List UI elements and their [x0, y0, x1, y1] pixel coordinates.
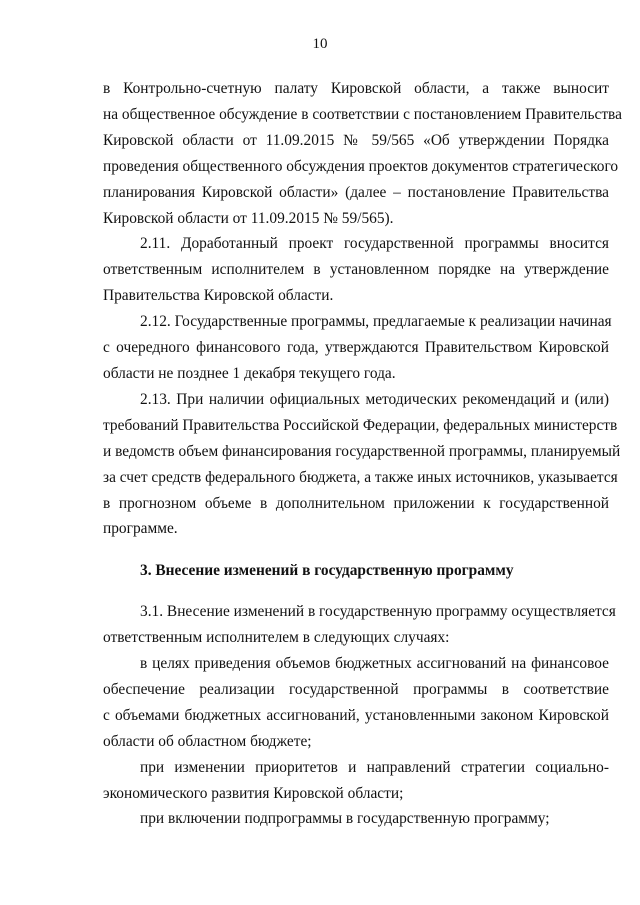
paragraph: [103, 599, 616, 651]
document-body: [103, 76, 622, 832]
text-line: при включении подпрограммы в государственную программу;: [140, 810, 550, 828]
text-line: и ведомств объем финансирования государственной программы, планируемый: [103, 442, 621, 460]
text-line: требований Правительства Российской Федерации, федеральных министерств: [103, 416, 618, 434]
text-line: в Контрольно-счетную палату Кировской области, а также выносит: [103, 80, 609, 97]
paragraph: [103, 76, 622, 231]
paragraph: [103, 387, 621, 542]
text-line: планирования Кировской области» (далее – постановление Правительства: [103, 183, 609, 201]
paragraph: [103, 755, 609, 807]
text-line: 2.12. Государственные программы, предлагаемые к реализации начиная: [140, 313, 612, 331]
text-line: 3.1. Внесение изменений в государственную программу осуществляется: [140, 603, 616, 621]
text-line: 2.11. Доработанный проект государственной программы вносится: [140, 235, 609, 253]
text-line: в прогнозном объеме в дополнительном приложении к государственной: [103, 494, 609, 512]
text-line: экономического развития Кировской области;: [103, 784, 404, 802]
text-line: 2.13. При наличии официальных методических рекомендаций и (или): [140, 390, 609, 408]
text-line: за счет средств федерального бюджета, а также иных источников, указывается: [103, 468, 618, 486]
text-line: ответственным исполнителем в установленном порядке на утверждение: [103, 261, 609, 279]
text-line: на общественное обсуждение в соответствии с постановлением Правительства: [103, 105, 622, 123]
text-line: программе.: [103, 520, 178, 538]
text-line: обеспечение реализации государственной программы в соответствие: [103, 680, 609, 698]
page-number: 10: [312, 36, 328, 52]
text-line: области не позднее 1 декабря текущего года.: [103, 364, 396, 382]
paragraph: [103, 231, 609, 309]
text-line: в целях приведения объемов бюджетных ассигнований на финансовое: [140, 655, 609, 673]
paragraph: [103, 806, 609, 832]
text-line: с очередного финансового года, утверждаются Правительством Кировской: [103, 339, 609, 357]
text-line: ответственным исполнителем в следующих случаях:: [103, 629, 450, 647]
text-line: с объемами бюджетных ассигнований, установленными законом Кировской: [103, 706, 609, 724]
text-line: Кировской области от 11.09.2015 № 59/565).: [103, 209, 394, 227]
text-line: при изменении приоритетов и направлений стратегии социально-: [140, 758, 609, 776]
paragraph: [103, 309, 612, 387]
text-line: Кировской области от 11.09.2015 № 59/565 «Об утверждении Порядка: [103, 131, 609, 149]
text-line: Правительства Кировской области.: [103, 287, 334, 305]
text-line: проведения общественного обсуждения проектов документов стратегического: [103, 157, 619, 175]
text-line: области об областном бюджете;: [103, 732, 312, 750]
paragraph: [103, 651, 609, 755]
section-heading: 3. Внесение изменений в государственную программу: [140, 562, 514, 580]
